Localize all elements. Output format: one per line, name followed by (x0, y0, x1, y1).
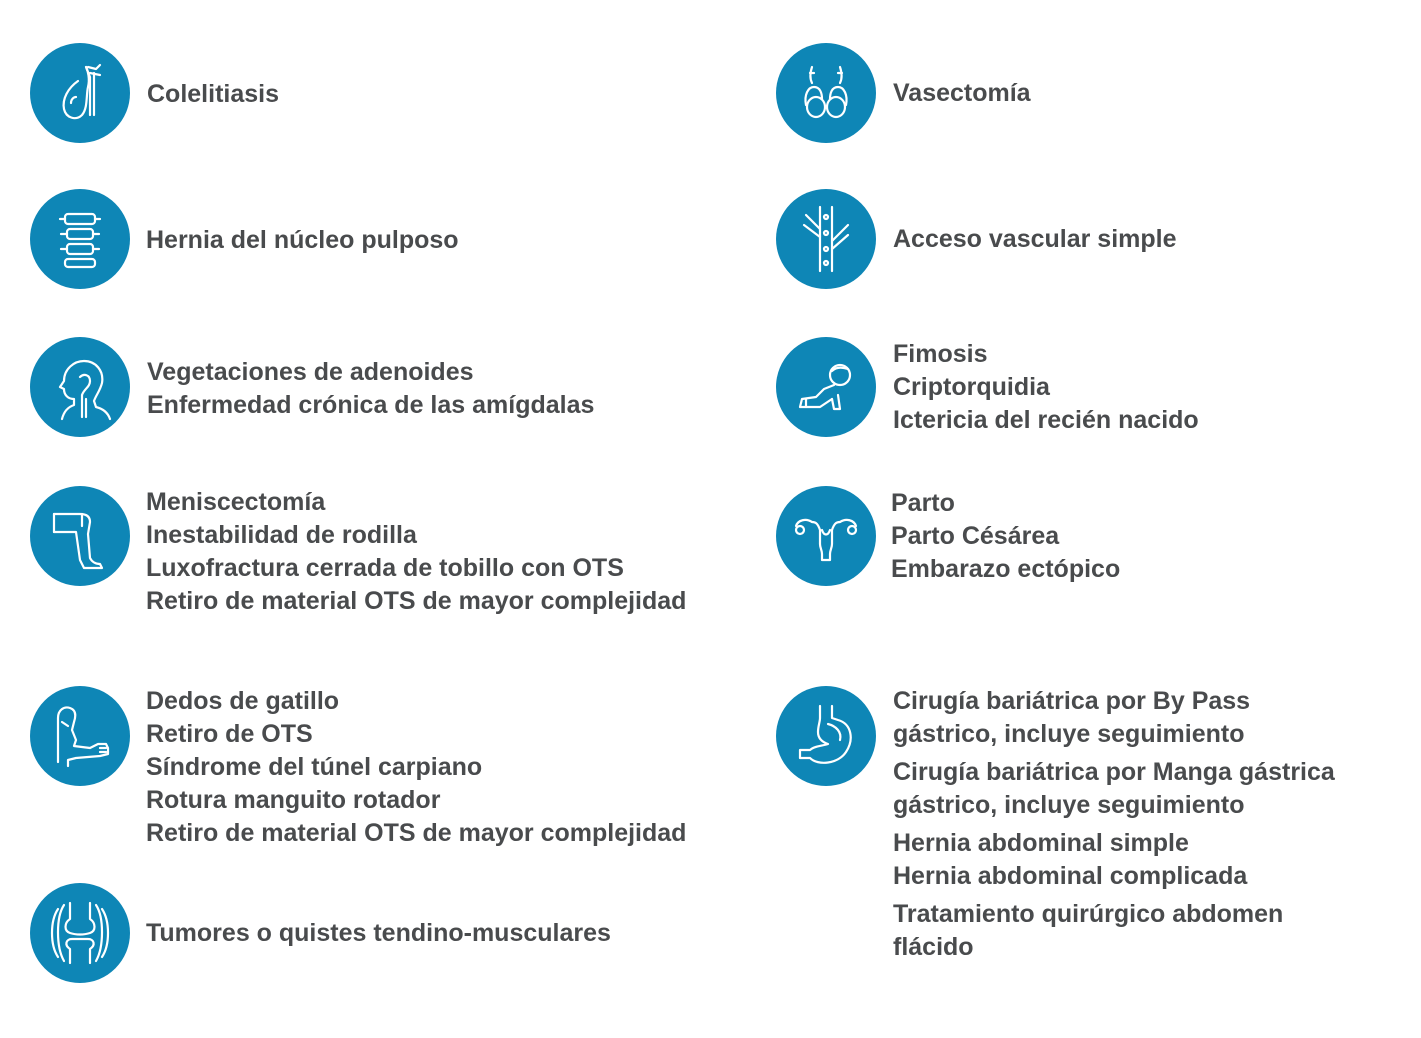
procedure-line: Parto (891, 489, 955, 517)
gallbladder-icon (30, 43, 130, 143)
procedure-stomach (893, 685, 1335, 964)
procedure-line: Inestabilidad de rodilla (146, 521, 417, 549)
procedure-throat (147, 356, 594, 422)
arm-icon (30, 686, 130, 786)
stomach-block (893, 685, 1335, 751)
procedure-uterus (891, 487, 1120, 586)
baby-icon (776, 337, 876, 437)
procedure-line: Fimosis (893, 340, 988, 368)
procedure-knee (146, 486, 686, 618)
procedure-line: Cirugía bariátrica por Manga gástrica (893, 758, 1335, 786)
procedure-line: Rotura manguito rotador (146, 786, 441, 814)
procedure-line: Luxofractura cerrada de tobillo con OTS (146, 554, 624, 582)
stomach-block (893, 756, 1335, 822)
procedure-line: flácido (893, 933, 974, 961)
uterus-icon (776, 486, 876, 586)
blood-vessel-icon (776, 189, 876, 289)
procedure-line: gástrico, incluye seguimiento (893, 720, 1245, 748)
procedure-line: Hernia abdominal simple (893, 829, 1189, 857)
procedure-line: Retiro de material OTS de mayor complejidad (146, 587, 687, 615)
procedure-line: gástrico, incluye seguimiento (893, 791, 1245, 819)
procedure-line: Hernia abdominal complicada (893, 862, 1248, 890)
procedure-line: Colelitiasis (147, 80, 279, 108)
testes-icon (776, 43, 876, 143)
procedure-arm (146, 685, 686, 850)
procedure-line: Hernia del núcleo pulposo (146, 226, 459, 254)
procedure-line: Síndrome del túnel carpiano (146, 753, 483, 781)
procedure-line: Enfermedad crónica de las amígdalas (147, 391, 595, 419)
procedure-line: Acceso vascular simple (893, 225, 1177, 253)
procedure-gallbladder (147, 78, 279, 111)
procedure-baby (893, 338, 1199, 437)
stomach-block (893, 827, 1335, 893)
procedure-line: Cirugía bariátrica por By Pass (893, 687, 1251, 715)
procedure-line: Vasectomía (893, 79, 1031, 107)
procedure-joint (146, 917, 611, 950)
procedure-line: Criptorquidia (893, 373, 1050, 401)
procedure-line: Vegetaciones de adenoides (147, 358, 474, 386)
stomach-icon (776, 686, 876, 786)
head-throat-icon (30, 337, 130, 437)
spine-icon (30, 189, 130, 289)
procedure-spine (146, 224, 459, 257)
leg-knee-icon (30, 486, 130, 586)
procedure-line: Meniscectomía (146, 488, 326, 516)
procedure-line: Embarazo ectópico (891, 555, 1121, 583)
procedure-line: Tratamiento quirúrgico abdomen (893, 900, 1284, 928)
procedure-testes (893, 77, 1031, 110)
procedure-vascular (893, 223, 1177, 256)
procedure-line: Parto Césárea (891, 522, 1060, 550)
procedure-line: Retiro de OTS (146, 720, 313, 748)
stomach-block (893, 898, 1335, 964)
procedure-line: Dedos de gatillo (146, 687, 340, 715)
procedure-line: Ictericia del recién nacido (893, 406, 1199, 434)
joint-icon (30, 883, 130, 983)
procedure-line: Tumores o quistes tendino-musculares (146, 919, 611, 947)
procedure-line: Retiro de material OTS de mayor complejidad (146, 819, 687, 847)
